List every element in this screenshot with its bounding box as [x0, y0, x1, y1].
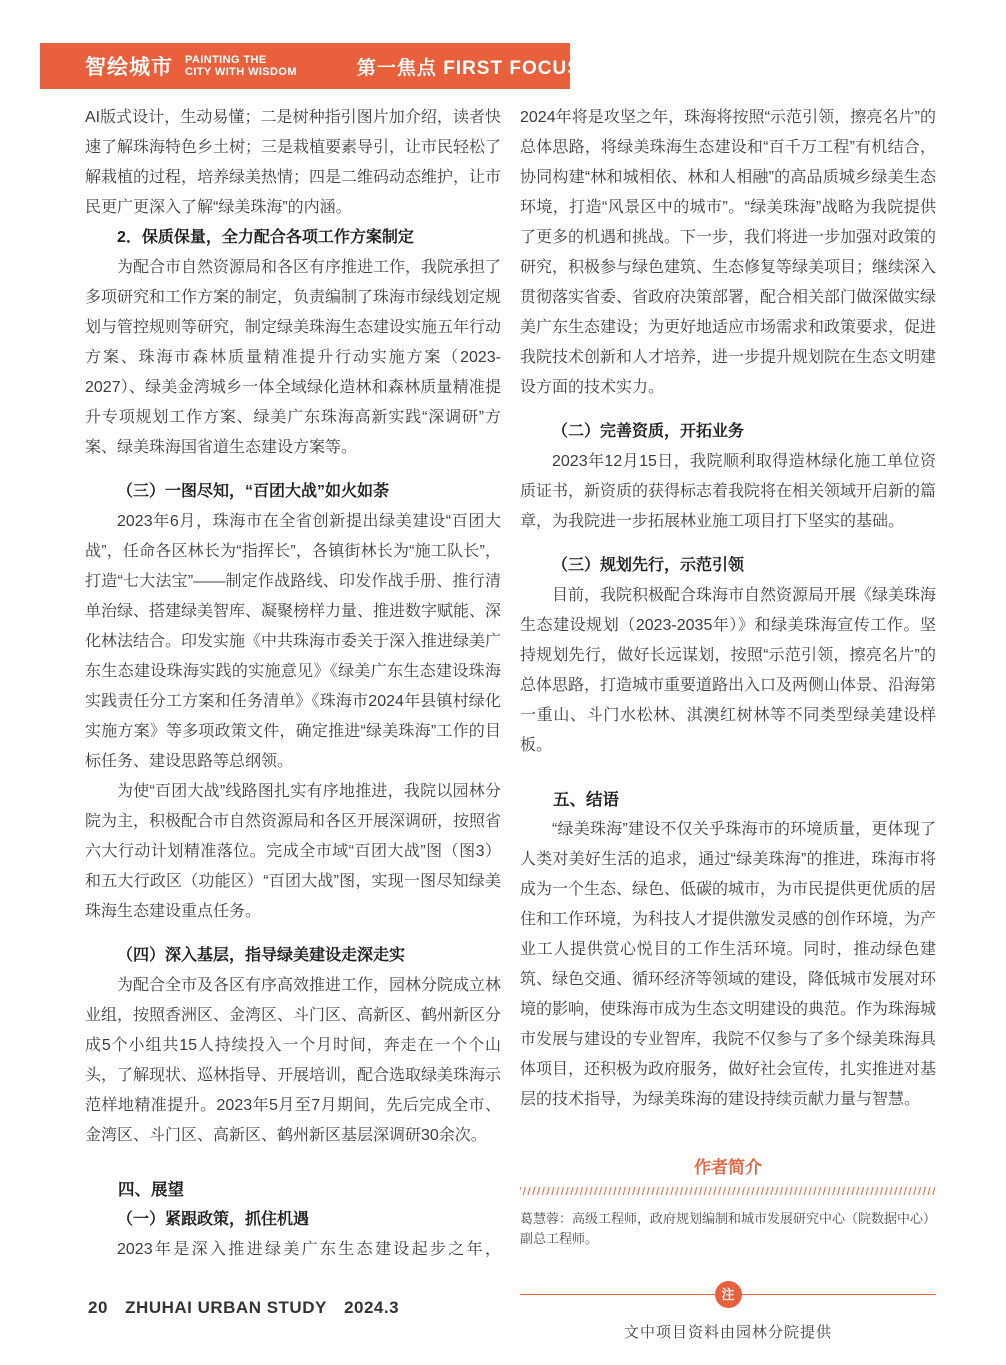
section-heading: （三）一图尽知，“百团大战”如火如荼: [117, 483, 390, 500]
chapter-heading: 五、结语: [553, 791, 619, 809]
brand-subtitle-line1: PAINTING THE: [185, 53, 267, 66]
hatched-divider: [520, 1187, 936, 1195]
section-heading: （二）完善资质，开拓业务: [552, 423, 745, 440]
paragraph: 为配合全市及各区有序高效推进工作，园林分院成立林业组，按照香洲区、金湾区、斗门区、高新区、鹤州新区分成5个小组共15人持续投入一个月时间，奔走在一个个山头，了解现状、巡林指导、开展培训，配合选取绿美珠海示范样地精准提升。2023年5月至7月期间，先后完成全市、金湾区、斗门区、高新区、鹤州新区基层深调研30余次。: [85, 977, 502, 1144]
paragraph: “绿美珠海”建设不仅关乎珠海市的环境质量，更体现了人类对美好生活的追求，通过“绿美珠海”的推进，珠海市将成为一个生态、绿色、低碳的城市，为市民提供更优质的居住和工作环境，为科技人才提供激发灵感的创作环境，为产业工人提供赏心悦目的工作生活环境。同时，推动绿色建筑、绿色交通、循环经济等领域的建设，降低城市发展对环境的影响，使珠海市成为生态文明建设的典范。作为珠海城市发展与建设的专业智库，我院不仅参与了多个绿美珠海具体项目，还积极为政府服务，做好社会宣传，扎实推进对基层的技术指导，为绿美珠海的建设持续贡献力量与智慧。: [520, 821, 937, 1108]
section-heading: （三）规划先行，示范引领: [552, 557, 745, 574]
section-heading: （四）深入基层，指导绿美建设走深走实: [117, 947, 406, 964]
header-bar: [40, 43, 581, 89]
paragraph: 2024年将是攻坚之年，珠海将按照“示范引领，擦亮名片”的总体思路，将绿美珠海生态建设和“百千万工程”有机结合，协同构建“林和城相依、林和人相融”的高品质城乡绿美生态环境，打造“风景区中的城市”。“绿美珠海”战略为我院提供了更多的机遇和挑战。下一步，我们将进一步加强对政策的研究，积极参与绿色建筑、生态修复等绿美项目；继续深入贯彻落实省委、省政府决策部署，配合相关部门做深做实绿美广东生态建设；为更好地适应市场需求和政策要求，促进我院技术创新和人才培养，进一步提升规划院在生态文明建设方面的技术实力。: [520, 109, 937, 396]
brand-title: 智绘城市: [85, 56, 173, 79]
left-column: [85, 103, 501, 1265]
page-number: 20: [88, 1298, 108, 1317]
author-section-title: 作者简介: [694, 1158, 762, 1177]
journal-name: ZHUHAI URBAN STUDY: [125, 1298, 327, 1317]
paragraph: 2023年12月15日，我院顺利取得造林绿化施工单位资质证书，新资质的获得标志着我院将在相关领域开启新的篇章，为我院进一步拓展林业施工项目打下坚实的基础。: [520, 453, 937, 530]
page-footer: [88, 1298, 411, 1318]
section-title: 第一焦点 FIRST FOCUS: [356, 57, 581, 79]
issue-number: 2024.3: [344, 1298, 400, 1317]
brand-subtitle-line2: CITY WITH WISDOM: [185, 66, 297, 78]
chapter-heading: 四、展望: [118, 1181, 184, 1199]
author-bio: 葛慧蓉：高级工程师，政府规划编制和城市发展研究中心（院数据中心）副总工程师。: [520, 1211, 937, 1246]
paragraph: 为使“百团大战”线路图扎实有序地推进，我院以园林分院为主，积极配合市自然资源局和各区开展深调研，按照省六大行动计划精准落位。完成全市域“百团大战”图（图3）和五大行政区（功能区）“百团大战”图，实现一图尽知绿美珠海生态建设重点任务。: [85, 783, 502, 920]
note-divider-line-left: [520, 1294, 715, 1296]
paragraph: 2023年6月，珠海市在全省创新提出绿美建设“百团大战”，任命各区林长为“指挥长”，各镇街林长为“施工队长”，打造“七大法宝”——制定作战路线、印发作战手册、推行清单治绿、搭建绿美智库、凝聚榜样力量、推进数字赋能、深化林法结合。印发实施《中共珠海市委关于深入推进绿美广东生态建设珠海实践的实施意见》《绿美广东生态建设珠海实践责任分工方案和任务清单》《珠海市2024年县镇村绿化实施方案》等多项政策文件，确定推进“绿美珠海”工作的目标任务、建设思路等总纲领。: [85, 513, 502, 770]
brand-subtitle: [185, 54, 297, 79]
paragraph: 2023年是深入推进绿美广东生态建设起步之年，: [117, 1241, 501, 1258]
note-badge-icon: 注: [715, 1281, 742, 1308]
note-divider: [520, 1281, 936, 1308]
right-column: [520, 103, 936, 1348]
section-heading: （一）紧跟政策，抓住机遇: [117, 1211, 310, 1228]
note-text: 文中项目资料由园林分院提供: [623, 1324, 832, 1341]
subsection-heading: 2．保质保量，全力配合各项工作方案制定: [117, 229, 414, 246]
paragraph: 目前，我院积极配合珠海市自然资源局开展《绿美珠海生态建设规划（2023-2035年）》和绿美珠海宣传工作。坚持规划先行，做好长远谋划，按照“示范引领，擦亮名片”的总体思路，打造城市重要道路出入口及两侧山体景、沿海第一重山、斗门水松林、淇澳红树林等不同类型绿美建设样板。: [520, 587, 937, 754]
paragraph: AI版式设计，生动易懂；二是树种指引图片加介绍，读者快速了解珠海特色乡土树；三是栽植要素导引，让市民轻松了解栽植的过程，培养绿美热情；四是二维码动态维护，让市民更广更深入了解“绿美珠海”的内涵。: [85, 109, 502, 216]
paragraph: 为配合市自然资源局和各区有序推进工作，我院承担了多项研究和工作方案的制定，负责编制了珠海市绿线划定规划与管控规则等研究，制定绿美珠海生态建设实施五年行动方案、珠海市森林质量精准提升行动实施方案（2023-2027）、绿美金湾城乡一体全域绿化造林和森林质量精准提升专项规划工作方案、绿美广东珠海高新实践“深调研”方案、绿美珠海国省道生态建设方案等。: [85, 259, 502, 456]
note-divider-line-right: [742, 1294, 937, 1296]
